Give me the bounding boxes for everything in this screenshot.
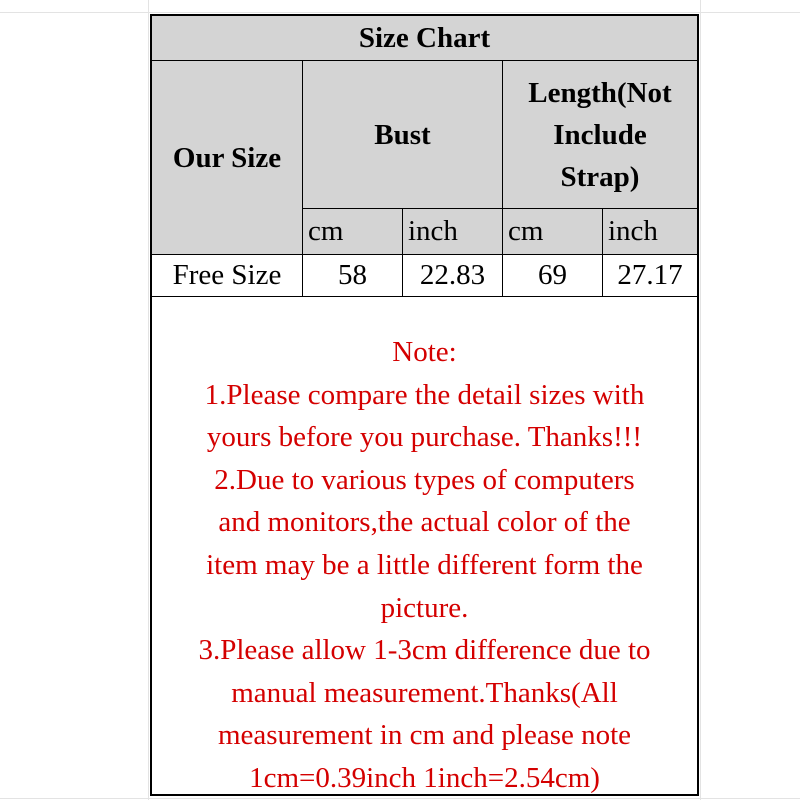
note-line: measurement in cm and please note [217, 719, 632, 752]
note-line: item may be a little different form the [206, 548, 643, 581]
note-heading: Note: [392, 336, 457, 368]
note-line: 1.Please compare the detail sizes with [204, 378, 645, 411]
note-line: 1cm=0.39inch 1inch=2.54cm) [249, 761, 600, 794]
value-length-inch: 27.17 [602, 254, 697, 296]
unit-bust-inch: inch [402, 208, 502, 254]
note-line: picture. [380, 591, 469, 624]
row-size-label: Free Size [152, 254, 302, 296]
unit-bust-cm: cm [302, 208, 402, 254]
note-line: and monitors,the actual color of the [218, 506, 631, 539]
note-line: 2.Due to various types of computers [214, 463, 635, 496]
value-length-cm: 69 [502, 254, 602, 296]
note-section [152, 296, 697, 794]
gridline [148, 0, 149, 800]
value-bust-cm: 58 [302, 254, 402, 296]
table-title: Size Chart [152, 16, 697, 60]
unit-length-inch: inch [602, 208, 697, 254]
unit-length-cm: cm [502, 208, 602, 254]
value-bust-inch: 22.83 [402, 254, 502, 296]
header-length: Length(Not Include Strap) [502, 60, 697, 208]
size-chart-table [150, 14, 699, 796]
header-bust: Bust [302, 60, 502, 208]
header-our-size: Our Size [152, 60, 302, 254]
note-line: manual measurement.Thanks(All [231, 676, 618, 709]
gridline [0, 12, 800, 13]
gridline [700, 0, 701, 800]
note-line: 3.Please allow 1-3cm difference due to [198, 634, 651, 667]
note-line: yours before you purchase. Thanks!!! [206, 421, 643, 454]
